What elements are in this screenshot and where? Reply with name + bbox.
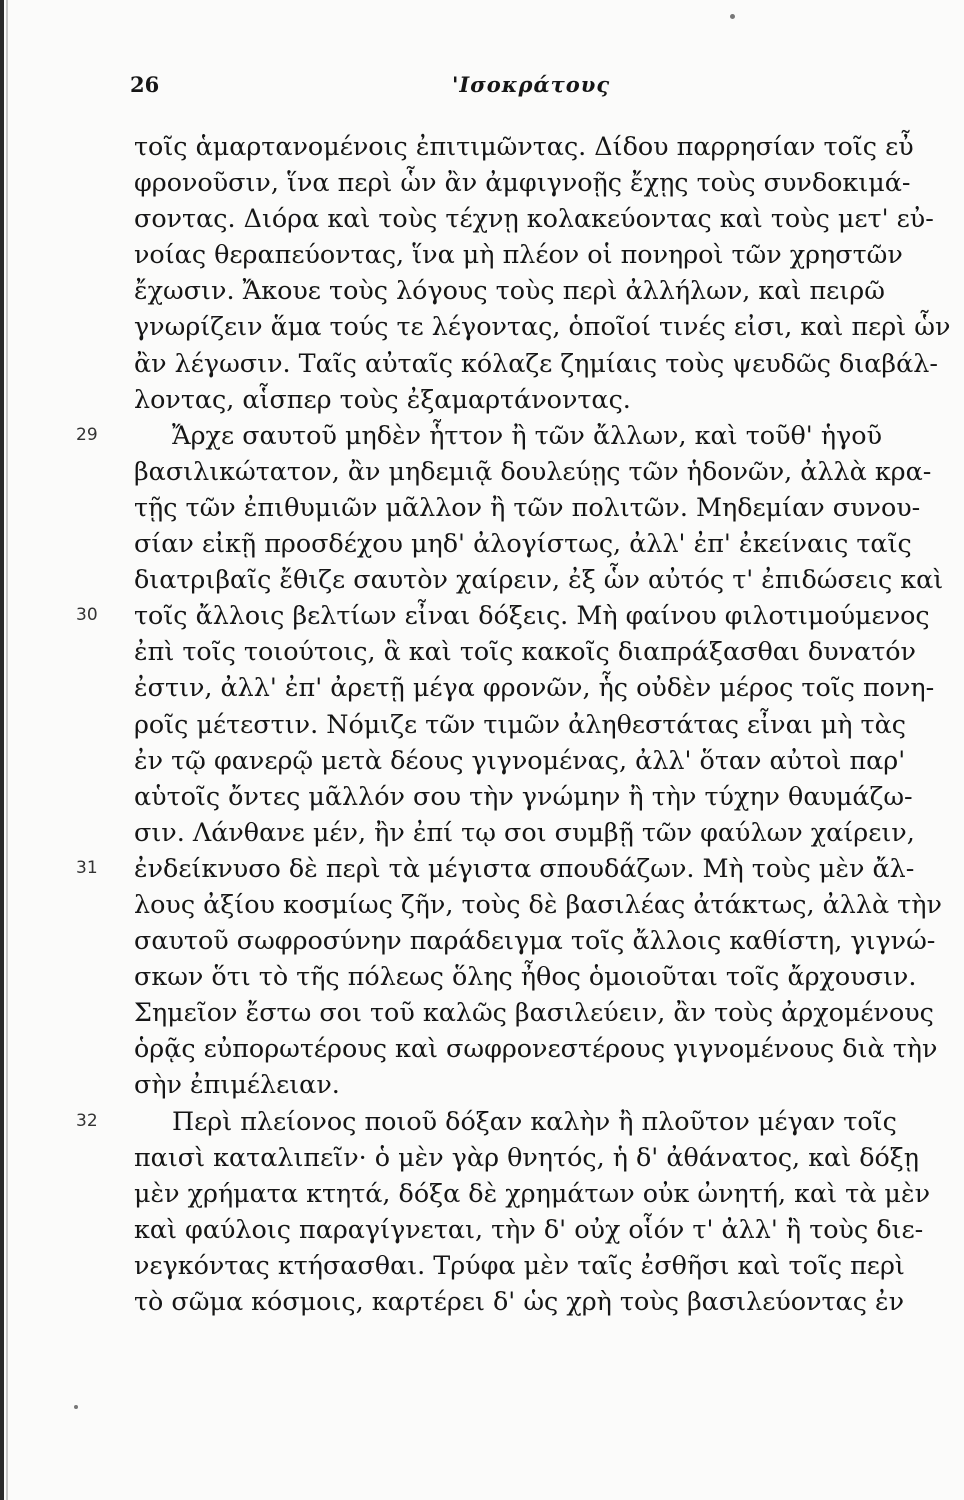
line-text: φρονοῦσιν, ἵνα περὶ ὧν ἂν ἀμφιγνοῇς ἔχῃς τοὺς συνδοκιμά- [134,167,911,198]
text-line [134,814,915,850]
line-text: λους ἀξίου κοσμίως ζῆν, τοὺς δὲ βασιλέας ἀτάκτως, ἀλλὰ τὴν [134,888,942,919]
line-text: σὴν ἐπιμέλειαν. [134,1069,340,1100]
text-line [134,778,913,814]
text-line [134,886,942,922]
line-text: μὲν χρήματα κτητά, δόξα δὲ χρημάτων οὐκ ὠνητή, καὶ τὰ μὲν [134,1177,930,1208]
line-text: αὑτοῖς ὄντες μᾶλλόν σου τὴν γνώμην ἢ τὴν τύχην θαυμάζω- [134,780,913,811]
line-text: τῇς τῶν ἐπιθυμιῶν μᾶλλον ἢ τῶν πολιτῶν. Μηδεμίαν συνου- [134,491,921,522]
text-line [134,561,944,597]
text-line [134,1211,924,1247]
line-text: νεγκόντας κτήσασθαι. Τρύφα μὲν ταῖς ἐσθῆσι καὶ τοῖς περὶ [134,1249,905,1280]
text-line [76,850,915,886]
line-text: γνωρίζειν ἅμα τούς τε λέγοντας, ὁποῖοί τινές εἰσι, καὶ περὶ ὧν [134,311,951,342]
section-number: 29 [76,424,98,445]
page-header [0,68,964,108]
text-line [134,453,932,489]
line-text: βασιλικώτατον, ἂν μηδεμιᾷ δουλεύῃς τῶν ἡδονῶν, ἀλλὰ κρα- [134,455,932,486]
line-text: σαυτοῦ σωφροσύνην παράδειγμα τοῖς ἄλλοις καθίστη, γιγνώ- [134,925,936,956]
text-line [134,345,938,381]
text-line [134,1030,938,1066]
line-text: ἔχωσιν. Ἄκουε τοὺς λόγους τοὺς περὶ ἀλλήλων, καὶ πειρῶ [134,275,885,306]
page-spine-shadow [6,0,8,1500]
text-line [134,742,906,778]
line-text: διατριβαῖς ἔθιζε σαυτὸν χαίρειν, ἐξ ὧν αὐτός τ' ἐπιδώσεις καὶ [134,564,944,595]
line-text: νοίας θεραπεύοντας, ἵνα μὴ πλέον οἱ πονηροὶ τῶν χρηστῶν [134,239,903,270]
text-line [134,706,906,742]
text-line [134,236,903,272]
text-line [134,1066,882,1102]
text-line [134,1283,905,1319]
text-line [134,381,882,417]
text-line [134,669,935,705]
line-text: ροῖς μέτεστιν. Νόμιζε τῶν τιμῶν ἀληθεστάτας εἶναι μὴ τὰς [134,708,906,739]
text-line [76,1103,897,1139]
text-line [134,1139,920,1175]
line-text: λοντας, αἷσπερ τοὺς ἐξαμαρτάνοντας. [134,383,631,414]
line-text: ἐστιν, ἀλλ' ἐπ' ἀρετῇ μέγα φρονῶν, ἧς οὐδὲν μέρος τοῖς πονη- [134,672,935,703]
text-line [134,1247,905,1283]
print-speck [730,14,735,19]
print-speck [74,1405,78,1409]
line-text: ὁρᾷς εὐπορωτέρους καὶ σωφρονεστέρους γιγνομένους διὰ τὴν [134,1033,938,1064]
text-line [134,994,934,1030]
text-line [134,489,921,525]
line-text: σίαν εἰκῇ προσδέχου μηδ' ἀλογίστως, ἀλλ' ἐπ' ἐκείναις ταῖς [134,528,912,559]
line-text: Ἄρχε σαυτοῦ μηδὲν ἧττον ἢ τῶν ἄλλων, καὶ τοῦθ' ἡγοῦ [172,419,882,450]
line-text: τοῖς ἄλλοις βελτίων εἶναι δόξεις. Μὴ φαίνου φιλοτιμούμενος [134,600,930,631]
section-number: 31 [76,857,98,878]
line-text: ἐπὶ τοῖς τοιούτοις, ἃ καὶ τοῖς κακοῖς διαπράξασθαι δυνατόν [134,636,916,667]
text-line [134,633,916,669]
line-text: Σημεῖον ἔστω σοι τοῦ καλῶς βασιλεύειν, ἂν τοὺς ἀρχομένους [134,997,934,1028]
section-number: 30 [76,605,98,626]
page-spine-edge [0,0,4,1500]
body-text [76,128,951,1319]
line-text: σκων ὅτι τὸ τῆς πόλεως ὅλης ἦθος ὁμοιοῦται τοῖς ἄρχουσιν. [134,961,917,992]
text-line [134,308,951,344]
line-text: σιν. Λάνθανε μέν, ἢν ἐπί τῳ σοι συμβῇ τῶν φαύλων χαίρειν, [134,816,915,847]
text-line [134,1175,930,1211]
text-line [134,958,917,994]
line-text: καὶ φαύλοις παραγίγνεται, τὴν δ' οὐχ οἷόν τ' ἀλλ' ἢ τοὺς διε- [134,1213,924,1244]
section-number: 32 [76,1110,98,1131]
line-text: τὸ σῶμα κόσμοις, καρτέρει δ' ὡς χρὴ τοὺς βασιλεύοντας ἐν [134,1286,905,1316]
line-text: παισὶ καταλιπεῖν· ὁ μὲν γὰρ θνητός, ἡ δ' ἀθάνατος, καὶ δόξῃ [134,1141,920,1172]
line-text: ἐν τῷ φανερῷ μετὰ δέους γιγνομένας, ἀλλ' ὅταν αὐτοὶ παρ' [134,744,906,775]
text-line [134,922,936,958]
line-text: τοῖς ἁμαρτανομένοις ἐπιτιμῶντας. Δίδου παρρησίαν τοῖς εὖ [134,131,914,161]
text-line [134,164,911,200]
text-line [76,597,930,633]
line-text: Περὶ πλείονος ποιοῦ δόξαν καλὴν ἢ πλοῦτον μέγαν τοῖς [172,1105,897,1136]
page-number: 26 [130,72,160,97]
text-line [134,200,934,236]
text-line [134,128,914,164]
line-text: ἐνδείκνυσο δὲ περὶ τὰ μέγιστα σπουδάζων. Μὴ τοὺς μὲν ἄλ- [134,852,915,883]
text-line [134,272,885,308]
line-text: σοντας. Διόρα καὶ τοὺς τέχνῃ κολακεύοντας καὶ τοὺς μετ' εὐ- [134,203,934,234]
text-line [76,417,882,453]
running-title: 'Ισοκράτους [452,72,611,97]
text-line [134,525,912,561]
line-text: ἂν λέγωσιν. Ταῖς αὐταῖς κόλαζε ζημίαις τοὺς ψευδῶς διαβάλ- [134,347,938,378]
